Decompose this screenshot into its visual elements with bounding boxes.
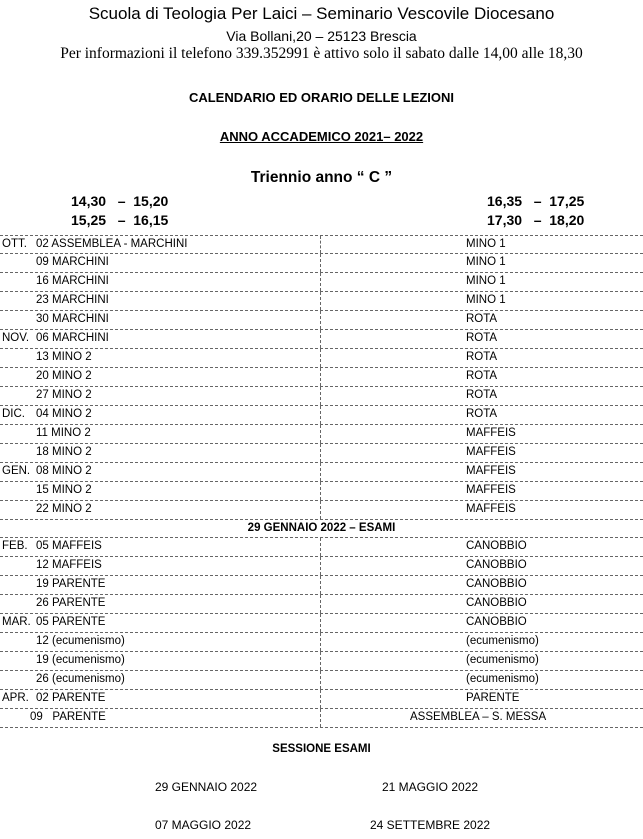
second-lesson: PARENTE: [466, 692, 520, 704]
school-address: Via Bollani,20 – 25123 Brescia: [226, 28, 417, 44]
schedule-row: [0, 254, 643, 273]
first-lesson: 19 (ecumenismo): [36, 654, 125, 666]
second-lesson: ROTA: [466, 332, 498, 344]
exam-session-title: SESSIONE ESAMI: [272, 743, 371, 755]
schedule-row: [0, 482, 643, 501]
month-label: APR.: [2, 692, 29, 704]
second-lesson: CANOBBIO: [466, 597, 527, 609]
first-lesson: 02 ASSEMBLEA - MARCHINI: [36, 238, 188, 250]
schedule-row: [0, 595, 643, 614]
month-label: OTT.: [2, 238, 27, 250]
first-lesson: 26 (ecumenismo): [36, 673, 125, 685]
schedule-row: [0, 576, 643, 595]
time-slot-3: 16,35 – 17,25: [487, 193, 585, 209]
second-lesson: MINO 1: [466, 275, 506, 287]
session-label: 29 GENNAIO 2022 – ESAMI: [247, 522, 396, 534]
first-lesson: 23 MARCHINI: [36, 294, 109, 306]
first-lesson: 30 MARCHINI: [36, 313, 109, 325]
first-lesson: 16 MARCHINI: [36, 275, 109, 287]
schedule-row: [0, 501, 643, 520]
column-divider: [320, 614, 321, 632]
column-divider: [320, 444, 321, 462]
second-lesson: ROTA: [466, 408, 498, 420]
first-lesson: 18 MINO 2: [36, 446, 92, 458]
column-divider: [320, 236, 321, 253]
first-lesson: 12 MAFFEIS: [36, 559, 102, 571]
phone-info: Per informazioni il telefono 339.352991 è attivo solo il sabato dalle 14,00 alle 18,30: [60, 45, 583, 62]
second-lesson: MAFFEIS: [466, 465, 516, 477]
second-lesson: CANOBBIO: [466, 616, 527, 628]
column-divider: [320, 254, 321, 272]
second-lesson: MINO 1: [466, 294, 506, 306]
schedule-row: [0, 387, 643, 406]
column-divider: [320, 368, 321, 386]
course-title: Triennio anno “ C ”: [250, 169, 393, 186]
schedule-row: [0, 557, 643, 576]
schedule-row: [0, 292, 643, 311]
second-lesson: MINO 1: [466, 238, 506, 250]
schedule-row: [0, 633, 643, 652]
first-lesson: 09 MARCHINI: [36, 256, 109, 268]
second-lesson: ROTA: [466, 389, 498, 401]
time-slot-4: 17,30 – 18,20: [487, 212, 585, 228]
second-lesson: MAFFEIS: [466, 503, 516, 515]
schedule-table: [0, 235, 643, 728]
column-divider: [320, 595, 321, 613]
second-lesson: ROTA: [466, 313, 498, 325]
schedule-row: [0, 444, 643, 463]
first-lesson: 05 PARENTE: [36, 616, 106, 628]
schedule-row: [0, 368, 643, 387]
column-divider: [320, 425, 321, 443]
column-divider: [320, 292, 321, 310]
second-lesson: (ecumenismo): [466, 635, 539, 647]
schedule-row: [0, 614, 643, 633]
exam-date: 24 SETTEMBRE 2022: [370, 818, 491, 832]
schedule-row: [0, 349, 643, 368]
school-name: Scuola di Teologia Per Laici – Seminario Vescovile Diocesano: [88, 4, 555, 23]
second-lesson: CANOBBIO: [466, 540, 527, 552]
second-lesson: (ecumenismo): [466, 654, 539, 666]
exam-session-row: [0, 520, 643, 538]
month-label: MAR.: [2, 616, 31, 628]
schedule-row: [0, 463, 643, 482]
month-label: GEN.: [2, 465, 31, 477]
schedule-row: [0, 709, 643, 728]
column-divider: [320, 538, 321, 556]
schedule-row: [0, 311, 643, 330]
first-lesson: 05 MAFFEIS: [36, 540, 102, 552]
schedule-row: [0, 671, 643, 690]
first-lesson: 20 MINO 2: [36, 370, 92, 382]
schedule-row: [0, 538, 643, 557]
schedule-row: [0, 235, 643, 254]
first-lesson: 02 PARENTE: [36, 692, 106, 704]
first-lesson: 15 MINO 2: [36, 484, 92, 496]
column-divider: [320, 482, 321, 500]
first-lesson: 08 MINO 2: [36, 465, 92, 477]
first-lesson: 13 MINO 2: [36, 351, 92, 363]
first-lesson: 19 PARENTE: [36, 578, 106, 590]
column-divider: [320, 671, 321, 689]
exam-date: 29 GENNAIO 2022: [155, 780, 258, 794]
calendar-title: CALENDARIO ED ORARIO DELLE LEZIONI: [188, 90, 455, 105]
column-divider: [320, 273, 321, 291]
second-lesson: ASSEMBLEA – S. MESSA: [410, 711, 547, 723]
column-divider: [320, 633, 321, 651]
exam-date: 21 MAGGIO 2022: [382, 780, 479, 794]
academic-year: ANNO ACCADEMICO 2021– 2022: [219, 129, 424, 144]
time-slot-2: 15,25 – 16,15: [71, 212, 169, 228]
first-lesson: 09 PARENTE: [30, 711, 106, 723]
column-divider: [320, 557, 321, 575]
first-lesson: 26 PARENTE: [36, 597, 106, 609]
second-lesson: MAFFEIS: [466, 446, 516, 458]
column-divider: [320, 349, 321, 367]
second-lesson: (ecumenismo): [466, 673, 539, 685]
first-lesson: 06 MARCHINI: [36, 332, 109, 344]
second-lesson: CANOBBIO: [466, 578, 527, 590]
month-label: NOV.: [2, 332, 30, 344]
first-lesson: 11 MINO 2: [36, 427, 91, 439]
schedule-row: [0, 652, 643, 671]
second-lesson: ROTA: [466, 351, 498, 363]
schedule-row: [0, 406, 643, 425]
exam-date: 07 MAGGIO 2022: [155, 818, 252, 832]
second-lesson: MAFFEIS: [466, 484, 516, 496]
column-divider: [320, 406, 321, 424]
schedule-row: [0, 330, 643, 349]
first-lesson: 04 MINO 2: [36, 408, 92, 420]
column-divider: [320, 311, 321, 329]
first-lesson: 27 MINO 2: [36, 389, 92, 401]
schedule-row: [0, 425, 643, 444]
column-divider: [320, 501, 321, 519]
schedule-row: [0, 273, 643, 292]
second-lesson: MAFFEIS: [466, 427, 516, 439]
time-slot-1: 14,30 – 15,20: [71, 193, 169, 209]
column-divider: [320, 709, 321, 727]
month-label: FEB.: [2, 540, 28, 552]
schedule-row: [0, 690, 643, 709]
column-divider: [320, 576, 321, 594]
first-lesson: 12 (ecumenismo): [36, 635, 125, 647]
first-lesson: 22 MINO 2: [36, 503, 92, 515]
second-lesson: CANOBBIO: [466, 559, 527, 571]
column-divider: [320, 690, 321, 708]
column-divider: [320, 463, 321, 481]
column-divider: [320, 387, 321, 405]
column-divider: [320, 652, 321, 670]
month-label: DIC.: [2, 408, 25, 420]
column-divider: [320, 330, 321, 348]
second-lesson: MINO 1: [466, 256, 506, 268]
second-lesson: ROTA: [466, 370, 498, 382]
